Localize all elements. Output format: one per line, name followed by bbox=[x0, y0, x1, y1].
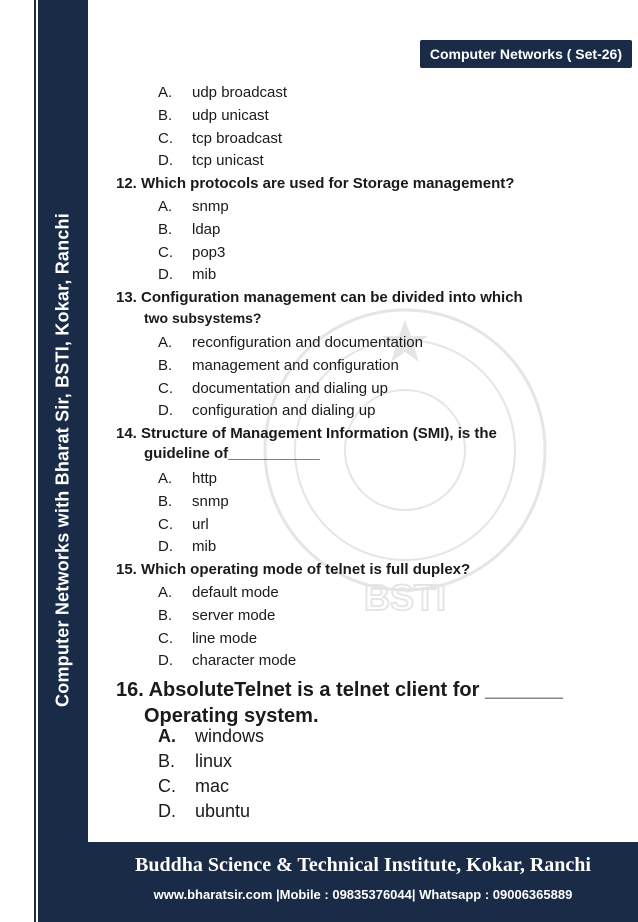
prev-option-c: C. tcp broadcast bbox=[158, 130, 283, 147]
q15-option-d: D. character mode bbox=[158, 652, 297, 669]
q15-option-a: A. default mode bbox=[158, 584, 279, 601]
question-15: 15. Which operating mode of telnet is full duplex? bbox=[116, 561, 471, 578]
q12-option-b: B. ldap bbox=[158, 221, 221, 238]
q16-option-b: B. linux bbox=[158, 751, 233, 771]
contact-info: www.bharatsir.com |Mobile : 09835376044| Whatsapp : 09006365889 bbox=[153, 887, 573, 902]
question-16: 16. AbsoluteTelnet is a telnet client for _______ Operating system. bbox=[116, 679, 563, 727]
q14-option-a: A. http bbox=[158, 470, 218, 487]
q14-option-d: D. mib bbox=[158, 538, 217, 555]
question-14: 14. Structure of Management Information (SMI), is the guideline of___________ bbox=[116, 425, 497, 462]
question-12: 12. Which protocols are used for Storage management? bbox=[116, 175, 515, 192]
q14-option-c: C. url bbox=[158, 516, 209, 533]
q15-option-b: B. server mode bbox=[158, 607, 276, 624]
q12-option-d: D. mib bbox=[158, 266, 217, 283]
institute-name: Buddha Science & Technical Institute, Kokar, Ranchi bbox=[134, 854, 591, 876]
q16-option-c: C. mac bbox=[158, 776, 230, 796]
q12-option-c: C. pop3 bbox=[158, 244, 226, 261]
q12-option-a: A. snmp bbox=[158, 198, 229, 215]
q13-option-c: C. documentation and dialing up bbox=[158, 380, 388, 397]
side-banner-text: Computer Networks with Bharat Sir, BSTI, Kokar, Ranchi bbox=[52, 213, 73, 707]
q13-option-b: B. management and configuration bbox=[158, 357, 399, 374]
q16-option-a: A. windows bbox=[158, 726, 265, 746]
q14-option-b: B. snmp bbox=[158, 493, 229, 510]
q16-option-d: D. ubuntu bbox=[158, 801, 251, 821]
footer-banner bbox=[88, 842, 638, 922]
prev-option-a: A. udp broadcast bbox=[158, 84, 288, 101]
q13-option-d: D. configuration and dialing up bbox=[158, 402, 376, 419]
prev-option-d: D. tcp unicast bbox=[158, 152, 264, 169]
q15-option-c: C. line mode bbox=[158, 630, 258, 647]
q13-option-a: A. reconfiguration and documentation bbox=[158, 334, 423, 351]
question-13: 13. Configuration management can be divided into which two subsystems? bbox=[116, 289, 523, 326]
watermark-text: BSTI bbox=[363, 577, 447, 618]
prev-option-b: B. udp unicast bbox=[158, 107, 269, 124]
set-title-badge: Computer Networks ( Set-26) bbox=[420, 40, 632, 68]
